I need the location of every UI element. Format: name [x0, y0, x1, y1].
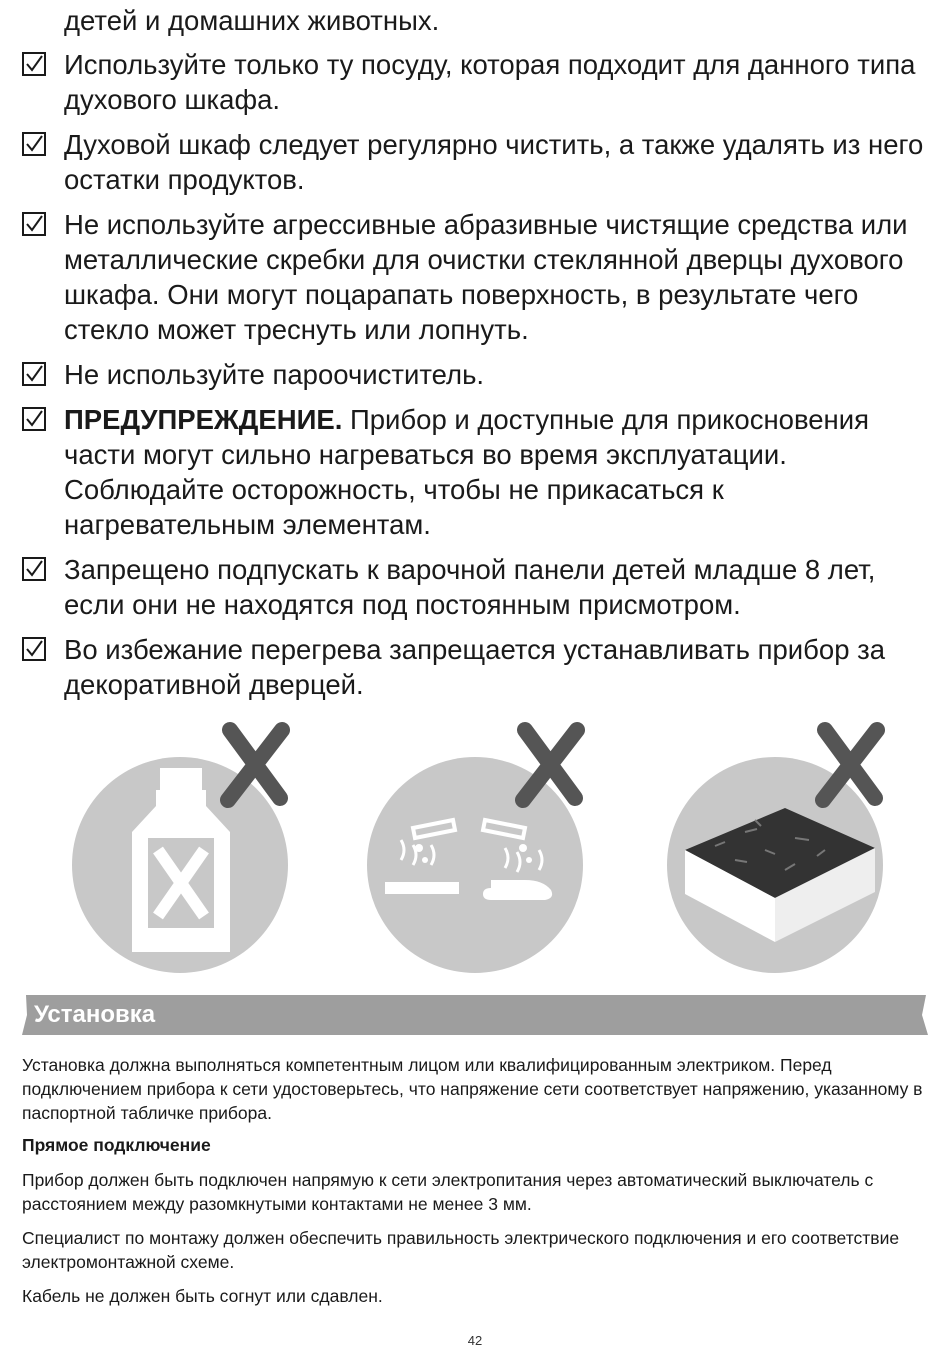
list-item: [22, 552, 942, 622]
list-item: [22, 632, 942, 702]
item-text: Не используйте агрессивные абразивные чистящие средства или металлические скребки для очистки стеклянной дверцы духового шкафа. Они могут поцарапать поверхность, в результате чего стекло может треснуть или лопнуть.: [64, 209, 908, 345]
list-item: [22, 127, 942, 197]
acid-corrosive-prohibited-icon: [355, 720, 615, 975]
checkbox-checked-icon: [22, 407, 46, 431]
item-text: Духовой шкаф следует регулярно чистить, а также удалять из него остатки продуктов.: [64, 129, 924, 195]
section-title: Установка: [34, 1001, 156, 1028]
list-item: [22, 207, 942, 347]
checkbox-checked-icon: [22, 212, 46, 236]
item-text: Во избежание перегрева запрещается устанавливать прибор за декоративной дверцей.: [64, 634, 886, 700]
list-item: [22, 402, 942, 542]
paragraph-breaker: Прибор должен быть подключен напрямую к сети электропитания через автоматический выключатель с расстоянием между разомкнутыми контактами не менее 3 мм.: [22, 1170, 874, 1214]
checkbox-checked-icon: [22, 362, 46, 386]
item-text: Запрещено подпускать к варочной панели детей младше 8 лет, если они не находятся под постоянным присмотром.: [64, 554, 876, 620]
section-header: [22, 993, 928, 1037]
item-text: Прибор и доступные для прикосновения части могут сильно нагреваться во время эксплуатации. Соблюдайте осторожность, чтобы не прикасаться к нагревательным элементам.: [64, 404, 869, 540]
item-text: Используйте только ту посуду, которая подходит для данного типа духового шкафа.: [64, 49, 916, 115]
list-item: [22, 47, 942, 117]
paragraph-cable: Кабель не должен быть согнут или сдавлен.: [22, 1286, 383, 1306]
bottle-cleaner-prohibited-icon: [60, 720, 320, 975]
checkbox-checked-icon: [22, 52, 46, 76]
safety-list: [22, 47, 942, 712]
intro-line: детей и домашних животных.: [64, 5, 440, 36]
section-bar-background: [22, 993, 928, 1037]
paragraph-installation: Установка должна выполняться компетентным лицом или квалифицированным электриком. Перед подключением прибора к сети удостоверьтесь, что напряжение сети соответствует напряжению, указанному в паспортной табличке прибора.: [22, 1055, 923, 1123]
paragraph-wiring: Специалист по монтажу должен обеспечить правильность электрического подключения и его соответствие электромонтажной схеме.: [22, 1228, 900, 1272]
list-item: [22, 357, 942, 392]
checkbox-checked-icon: [22, 132, 46, 156]
prohibition-pictograms: [0, 720, 950, 980]
checkbox-checked-icon: [22, 637, 46, 661]
subheading-direct-connection: Прямое подключение: [22, 1135, 211, 1155]
page-number: 42: [467, 1333, 483, 1348]
checkbox-checked-icon: [22, 557, 46, 581]
item-text: Не используйте пароочиститель.: [64, 359, 485, 390]
abrasive-sponge-prohibited-icon: [655, 720, 915, 975]
item-bold: ПРЕДУПРЕЖДЕНИЕ.: [64, 404, 343, 435]
